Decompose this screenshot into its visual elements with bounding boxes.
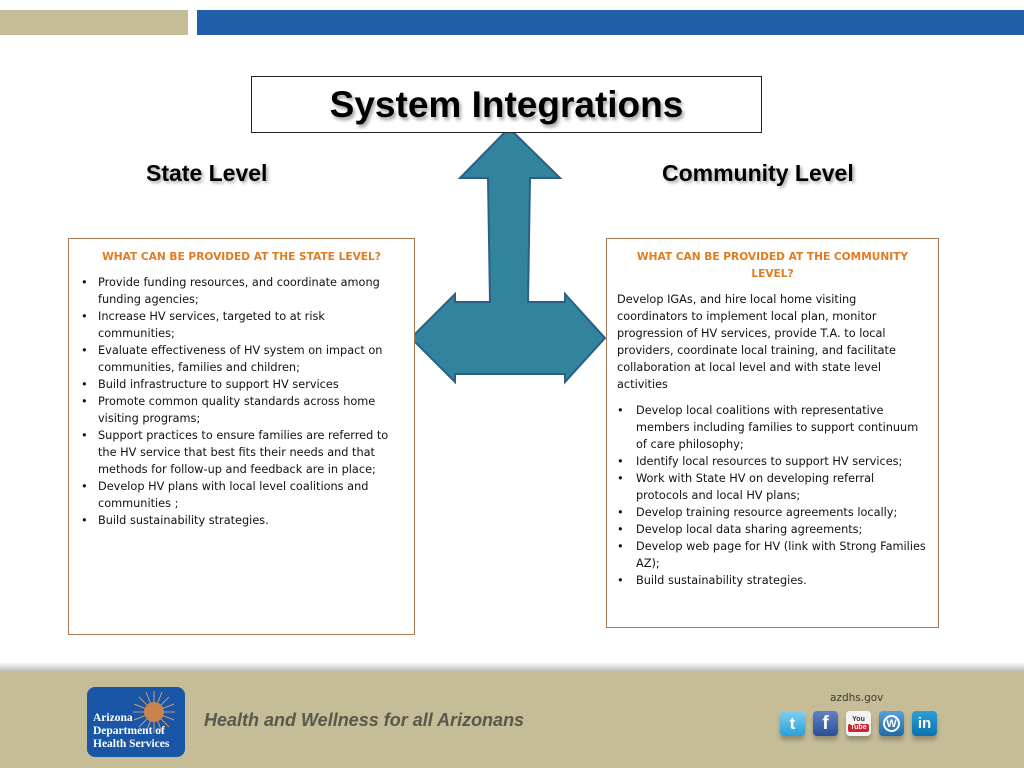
list-item: • Build infrastructure to support HV services [81,376,402,393]
list-item: • Build sustainability strategies. [81,512,402,529]
three-way-arrow-icon [405,120,615,420]
list-item: • Increase HV services, targeted to at risk communities; [81,308,402,342]
list-item: • Develop web page for HV (link with Strong Families AZ); [617,538,928,572]
list-item: • Evaluate effectiveness of HV system on impact on communities, families and children; [81,342,402,376]
state-bullet-list [81,274,402,529]
slide-title-box [251,76,762,133]
community-level-box [606,238,939,628]
logo-line: Department of [93,725,165,737]
site-link[interactable]: azdhs.gov [830,692,884,704]
twitter-glyph: t [789,713,796,733]
list-item: • Build sustainability strategies. [617,572,928,589]
list-item: • Provide funding resources, and coordinate among funding agencies; [81,274,402,308]
adhs-logo[interactable] [87,687,185,757]
list-item: • Support practices to ensure families are referred to the HV service that best fits their needs and that methods for follow-up and feedback are in place; [81,427,402,478]
wordpress-icon[interactable] [879,711,904,736]
community-intro-text: Develop IGAs, and hire local home visiting coordinators to implement local plan, monitor progression of HV services, provide T.A. to local providers, coordinate local training, and facilitate collaboration at local level and with state level activities [617,293,896,391]
facebook-icon[interactable] [813,711,838,736]
logo-line: Health Services [93,738,170,750]
community-level-heading: Community Level [662,160,854,186]
community-box-heading: WHAT CAN BE PROVIDED AT THE COMMUNITY LEVEL? [636,251,909,280]
youtube-icon[interactable] [846,711,871,736]
footer-tagline: Health and Wellness for all Arizonans [204,710,525,730]
youtube-glyph-bottom: Tube [850,723,867,731]
twitter-icon[interactable] [780,711,805,736]
state-box-heading: WHAT CAN BE PROVIDED AT THE STATE LEVEL? [102,251,381,263]
top-accent-bar-blue [197,10,1024,35]
logo-line: Arizona [93,712,133,724]
state-level-heading: State Level [146,160,268,186]
linkedin-icon[interactable] [912,711,937,736]
slide-title: System Integrations [329,83,684,125]
list-item: • Identify local resources to support HV services; [617,453,928,470]
list-item: • Promote common quality standards across home visiting programs; [81,393,402,427]
linkedin-glyph: in [917,715,932,732]
facebook-glyph: f [822,712,829,734]
logo-text [93,712,169,751]
list-item: • Develop local data sharing agreements; [617,521,928,538]
top-accent-bar-tan [0,10,188,35]
state-level-box [68,238,415,635]
list-item: • Work with State HV on developing referral protocols and local HV plans; [617,470,928,504]
list-item: • Develop training resource agreements locally; [617,504,928,521]
list-item: • Develop local coalitions with representative members including families to support continuum of care philosophy; [617,402,928,453]
youtube-glyph-top: You [852,715,865,723]
wordpress-glyph: W [883,715,900,732]
list-item: • Develop HV plans with local level coalitions and communities ; [81,478,402,512]
social-icons [780,711,937,736]
community-bullet-list [617,402,928,589]
